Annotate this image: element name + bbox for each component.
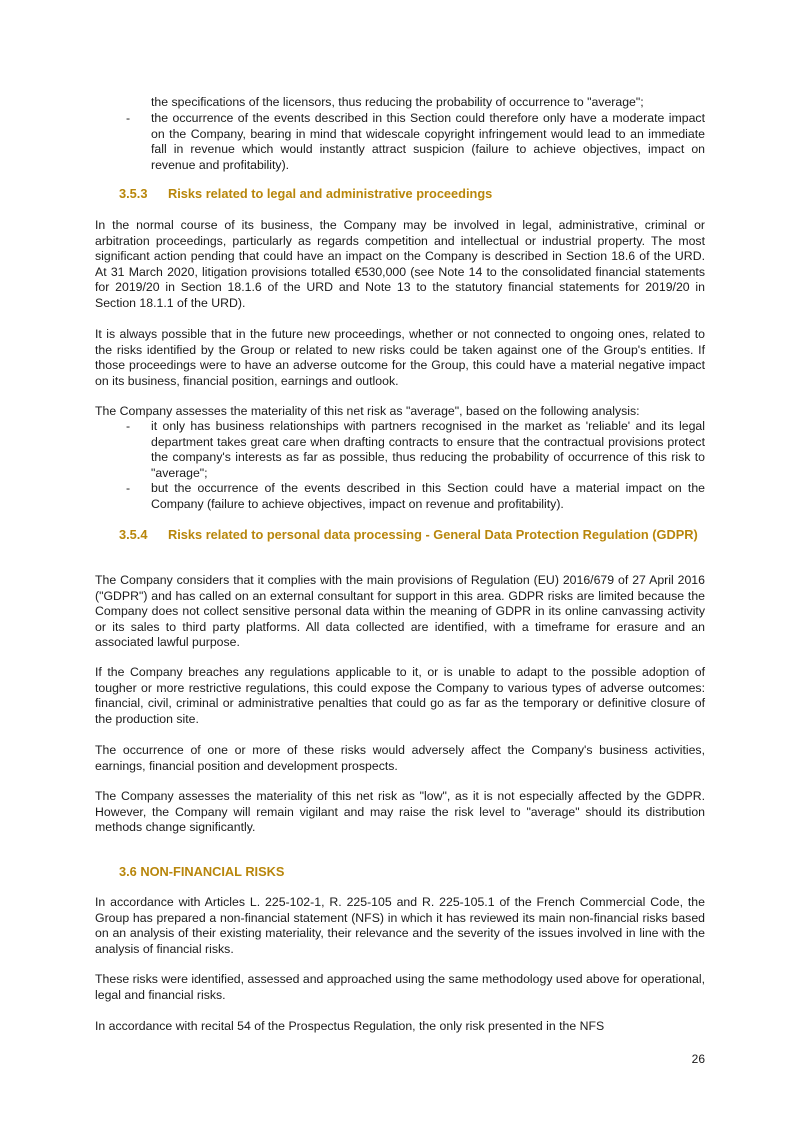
bullet-dash: - — [126, 481, 131, 495]
continued-bullet — [95, 95, 705, 111]
paragraph — [95, 895, 705, 957]
paragraph-text: In the normal course of its business, the Company may be involved in legal, administrative, criminal or arbitration proceedings, particularly as regards competition and intellectual or industrial property. The most significant action pending that could have an impact on the Company is described in Section 18.6 of the URD. At 31 March 2020, litigation provisions totalled €530,000 (see Note 14 to the consolidated financial statements for 2019/20 in Section 18.1.6 of the URD and Note 13 to the statutory financial statements for 2019/20 in Section 18.1.1 of the URD). — [95, 218, 705, 310]
paragraph-text: It is always possible that in the future new proceedings, whether or not connected to ongoing ones, related to the risks identified by the Group or related to new risks could be taken against one of the Group's entities. If those proceedings were to have an adverse outcome for the Group, this could have a material negative impact on its business, financial position, earnings and outlook. — [95, 327, 705, 388]
paragraph-text: These risks were identified, assessed and approached using the same methodology used above for operational, legal and financial risks. — [95, 972, 705, 1002]
page-number: 26 — [691, 1052, 705, 1066]
bullet-text: but the occurrence of the events described in this Section could have a material impact on the Company (failure to achieve objectives, impact on revenue and profitability). — [151, 481, 705, 511]
section-heading-3-6: 3.6 NON-FINANCIAL RISKS — [119, 864, 285, 879]
paragraph-text: The occurrence of one or more of these risks would adversely affect the Company's business activities, earnings, financial position and development prospects. — [95, 743, 705, 773]
bullet-dash: - — [126, 111, 131, 125]
section-number: 3.5.3 — [119, 186, 148, 201]
section-heading-3-5-3 — [119, 186, 705, 202]
bullet-item — [95, 419, 705, 481]
paragraph — [95, 1019, 705, 1035]
continued-text: the specifications of the licensors, thus reducing the probability of occurrence to "average"; — [151, 95, 644, 109]
paragraph-text: In accordance with Articles L. 225-102-1, R. 225-105 and R. 225-105.1 of the French Commercial Code, the Group has prepared a non-financial statement (NFS) in which it has reviewed its main non-financial risks based on an analysis of their existing materiality, their relevance and the severity of the issues involved in line with the analysis of financial risks. — [95, 895, 705, 956]
bullet-text: the occurrence of the events described in this Section could therefore only have a moderate impact on the Company, bearing in mind that widescale copyright infringement would lead to an immediate fall in revenue which would instantly attract suspicion (failure to achieve objectives, impact on revenue and profitability). — [151, 111, 705, 172]
section-heading-3-5-4 — [119, 527, 705, 543]
paragraph — [95, 218, 705, 312]
paragraph-text: If the Company breaches any regulations applicable to it, or is unable to adapt to the possible adoption of tougher or more restrictive regulations, this could expose the Company to various types of adverse outcomes: financial, civil, criminal or administrative penalties that could go as far as the temporary or definitive closure of the production site. — [95, 665, 705, 726]
section-number: 3.5.4 — [119, 527, 148, 542]
bullet-item — [95, 481, 705, 512]
bullet-dash: - — [126, 419, 131, 433]
paragraph — [95, 972, 705, 1003]
section-title: Risks related to legal and administrative proceedings — [168, 186, 493, 201]
bullet-item — [95, 111, 705, 173]
paragraph — [95, 665, 705, 727]
paragraph-text: In accordance with recital 54 of the Prospectus Regulation, the only risk presented in the NFS — [95, 1019, 605, 1033]
paragraph — [95, 327, 705, 389]
paragraph-text: The Company considers that it complies with the main provisions of Regulation (EU) 2016/679 of 27 April 2016 ("GDPR") and has called on an external consultant for support in this area. GDPR risks are limited because the Company does not collect sensitive personal data within the meaning of GDPR in its online canvassing activity or its sales to third party platforms. All data collected are identified, with a timeframe for erasure and an associated lawful purpose. — [95, 573, 705, 650]
section-title: Risks related to personal data processing - General Data Protection Regulation (GDPR) — [168, 527, 698, 542]
paragraph-text: The Company assesses the materiality of this net risk as "average", based on the following analysis: — [95, 404, 640, 418]
paragraph-text: The Company assesses the materiality of this net risk as "low", as it is not especially affected by the GDPR. However, the Company will remain vigilant and may raise the risk level to "average" should its distribution methods change significantly. — [95, 789, 705, 835]
paragraph — [95, 404, 705, 420]
paragraph — [95, 743, 705, 774]
paragraph — [95, 789, 705, 836]
paragraph — [95, 573, 705, 651]
bullet-text: it only has business relationships with partners recognised in the market as 'reliable' and its legal department takes great care when drafting contracts to ensure that the contractual provisions protect the company's interests as far as possible, thus reducing the probability of occurrence of this risk to "average"; — [151, 419, 705, 480]
